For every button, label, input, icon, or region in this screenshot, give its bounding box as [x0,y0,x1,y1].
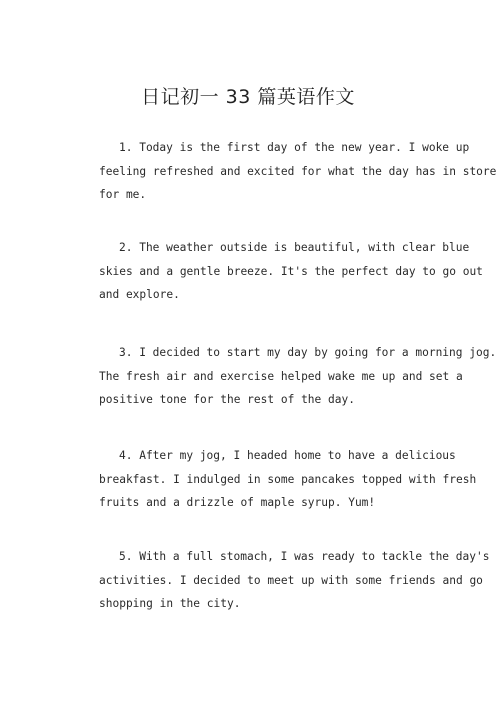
paragraph-line: breakfast. I indulged in some pancakes topped with fresh [99,472,477,486]
paragraph-line: 2. The weather outside is beautiful, with clear blue [119,241,470,254]
paragraph-line: fruits and a drizzle of maple syrup. Yum! [99,496,376,509]
paragraph-line: 1. Today is the first day of the new year. I woke up [119,141,470,154]
paragraph-line: feeling refreshed and excited for what the day has in store [99,164,496,178]
paragraph-line: 4. After my jog, I headed home to have a delicious [119,449,456,462]
paragraph-line: shopping in the city. [99,597,241,610]
document-title: 日记初一 33 篇英语作文 [141,86,355,108]
paragraph-line: and explore. [99,288,180,301]
paragraph-line: The fresh air and exercise helped wake me up and set a [99,369,463,383]
paragraph-5 [99,545,490,616]
paragraph-1 [99,136,496,207]
paragraph-line: 5. With a full stomach, I was ready to tackle the day's [119,550,490,563]
paragraph-line: activities. I decided to meet up with some friends and go [99,573,483,587]
paragraph-3 [99,341,496,412]
paragraph-2 [99,236,483,307]
paragraph-4 [99,444,477,515]
paragraph-line: for me. [99,188,147,201]
paragraph-line: skies and a gentle breeze. It's the perfect day to go out [99,264,483,278]
paragraph-line: positive tone for the rest of the day. [99,393,355,406]
paragraph-line: 3. I decided to start my day by going for a morning jog. [119,346,496,359]
